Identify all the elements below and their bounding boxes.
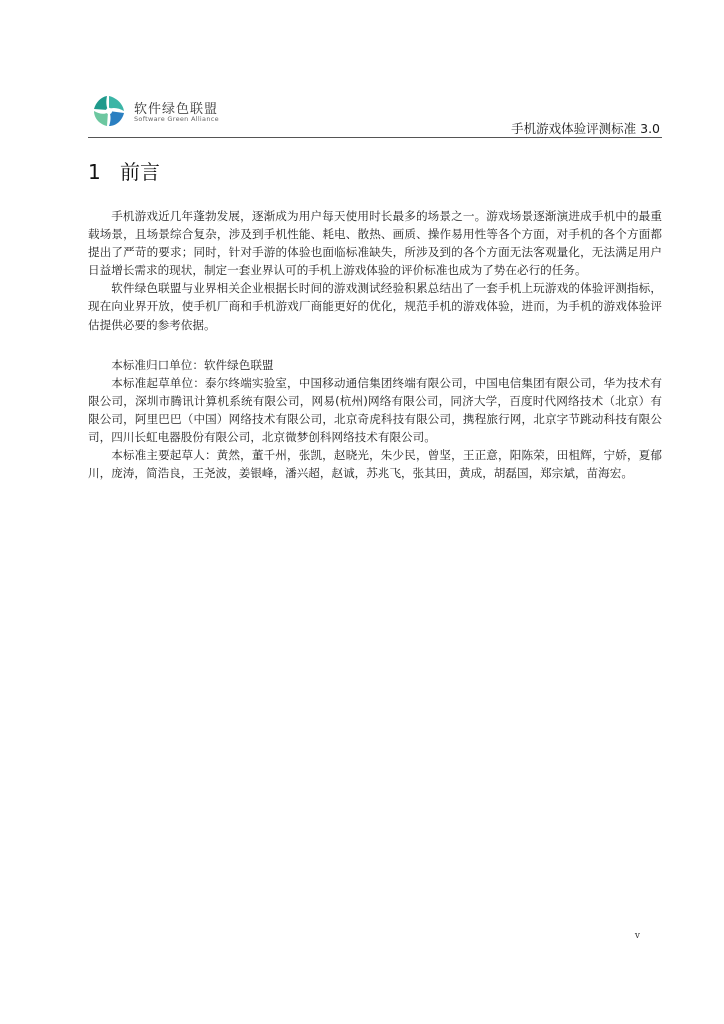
- logo-name: 软件绿色联盟: [134, 102, 219, 117]
- credit-line: 本标准归口单位：软件绿色联盟: [111, 357, 274, 372]
- page-number: v: [634, 931, 640, 941]
- credit-line: 本标准起草单位：泰尔终端实验室，中国移动通信集团终端有限公司，中国电信集团有限公司，华为技术有限公司，深圳市腾讯计算机系统有限公司，网易(杭州)网络有限公司，同济大学，百度时代网络技术（北京）有限公司，阿里巴巴（中国）网络技术有限公司，北京奇虎科技有限公司，携程旅行网，北京字节跳动科技有限公司，四川长虹电器股份有限公司，北京微梦创科网络技术有限公司。: [88, 375, 662, 445]
- paragraph: 软件绿色联盟与业界相关企业根据长时间的游戏测试经验积累总结出了一套手机上玩游戏的体验评测指标，现在向业界开放，使手机厂商和手机游戏厂商能更好的优化，规范手机的游戏体验，进而，为手机的游戏体验评估提供必要的参考依据。: [88, 281, 662, 332]
- paragraph: 手机游戏近几年蓬勃发展，逐渐成为用户每天使用时长最多的场景之一。游戏场景逐渐演进成手机中的最重载场景，且场景综合复杂，涉及到手机性能、耗电、散热、画质、操作易用性等各个方面，对手机的各个方面都提出了严苛的要求；同时，针对手游的体验也面临标准缺失，所涉及到的各个方面无法客观量化，无法满足用户日益增长需求的现状，制定一套业界认可的手机上游戏体验的评价标准也成为了势在必行的任务。: [88, 209, 662, 278]
- paragraph-spacer: [88, 334, 662, 356]
- section-number: 1: [88, 160, 101, 184]
- section-title: 前言: [120, 160, 160, 184]
- document-body: [88, 207, 662, 482]
- document-title: 手机游戏体验评测标准 3.0: [511, 121, 660, 136]
- logo-subtitle: Software Green Alliance: [134, 115, 219, 123]
- credit-line: 本标准主要起草人：黄然，董千州，张凯，赵晓光，朱少民，曾坚，王正意，阳陈荣，田柤辉，宁娇，夏郁川，庞涛，简浩良，王尧波，姜银峰，潘兴超，赵诚，苏兆飞，张其田，黄成，胡磊国，郑宗斌，苗海宏。: [88, 448, 662, 481]
- logo: [92, 94, 232, 128]
- section-heading: [88, 156, 160, 185]
- header-rule: [88, 137, 662, 138]
- alliance-logo-icon: [92, 94, 126, 128]
